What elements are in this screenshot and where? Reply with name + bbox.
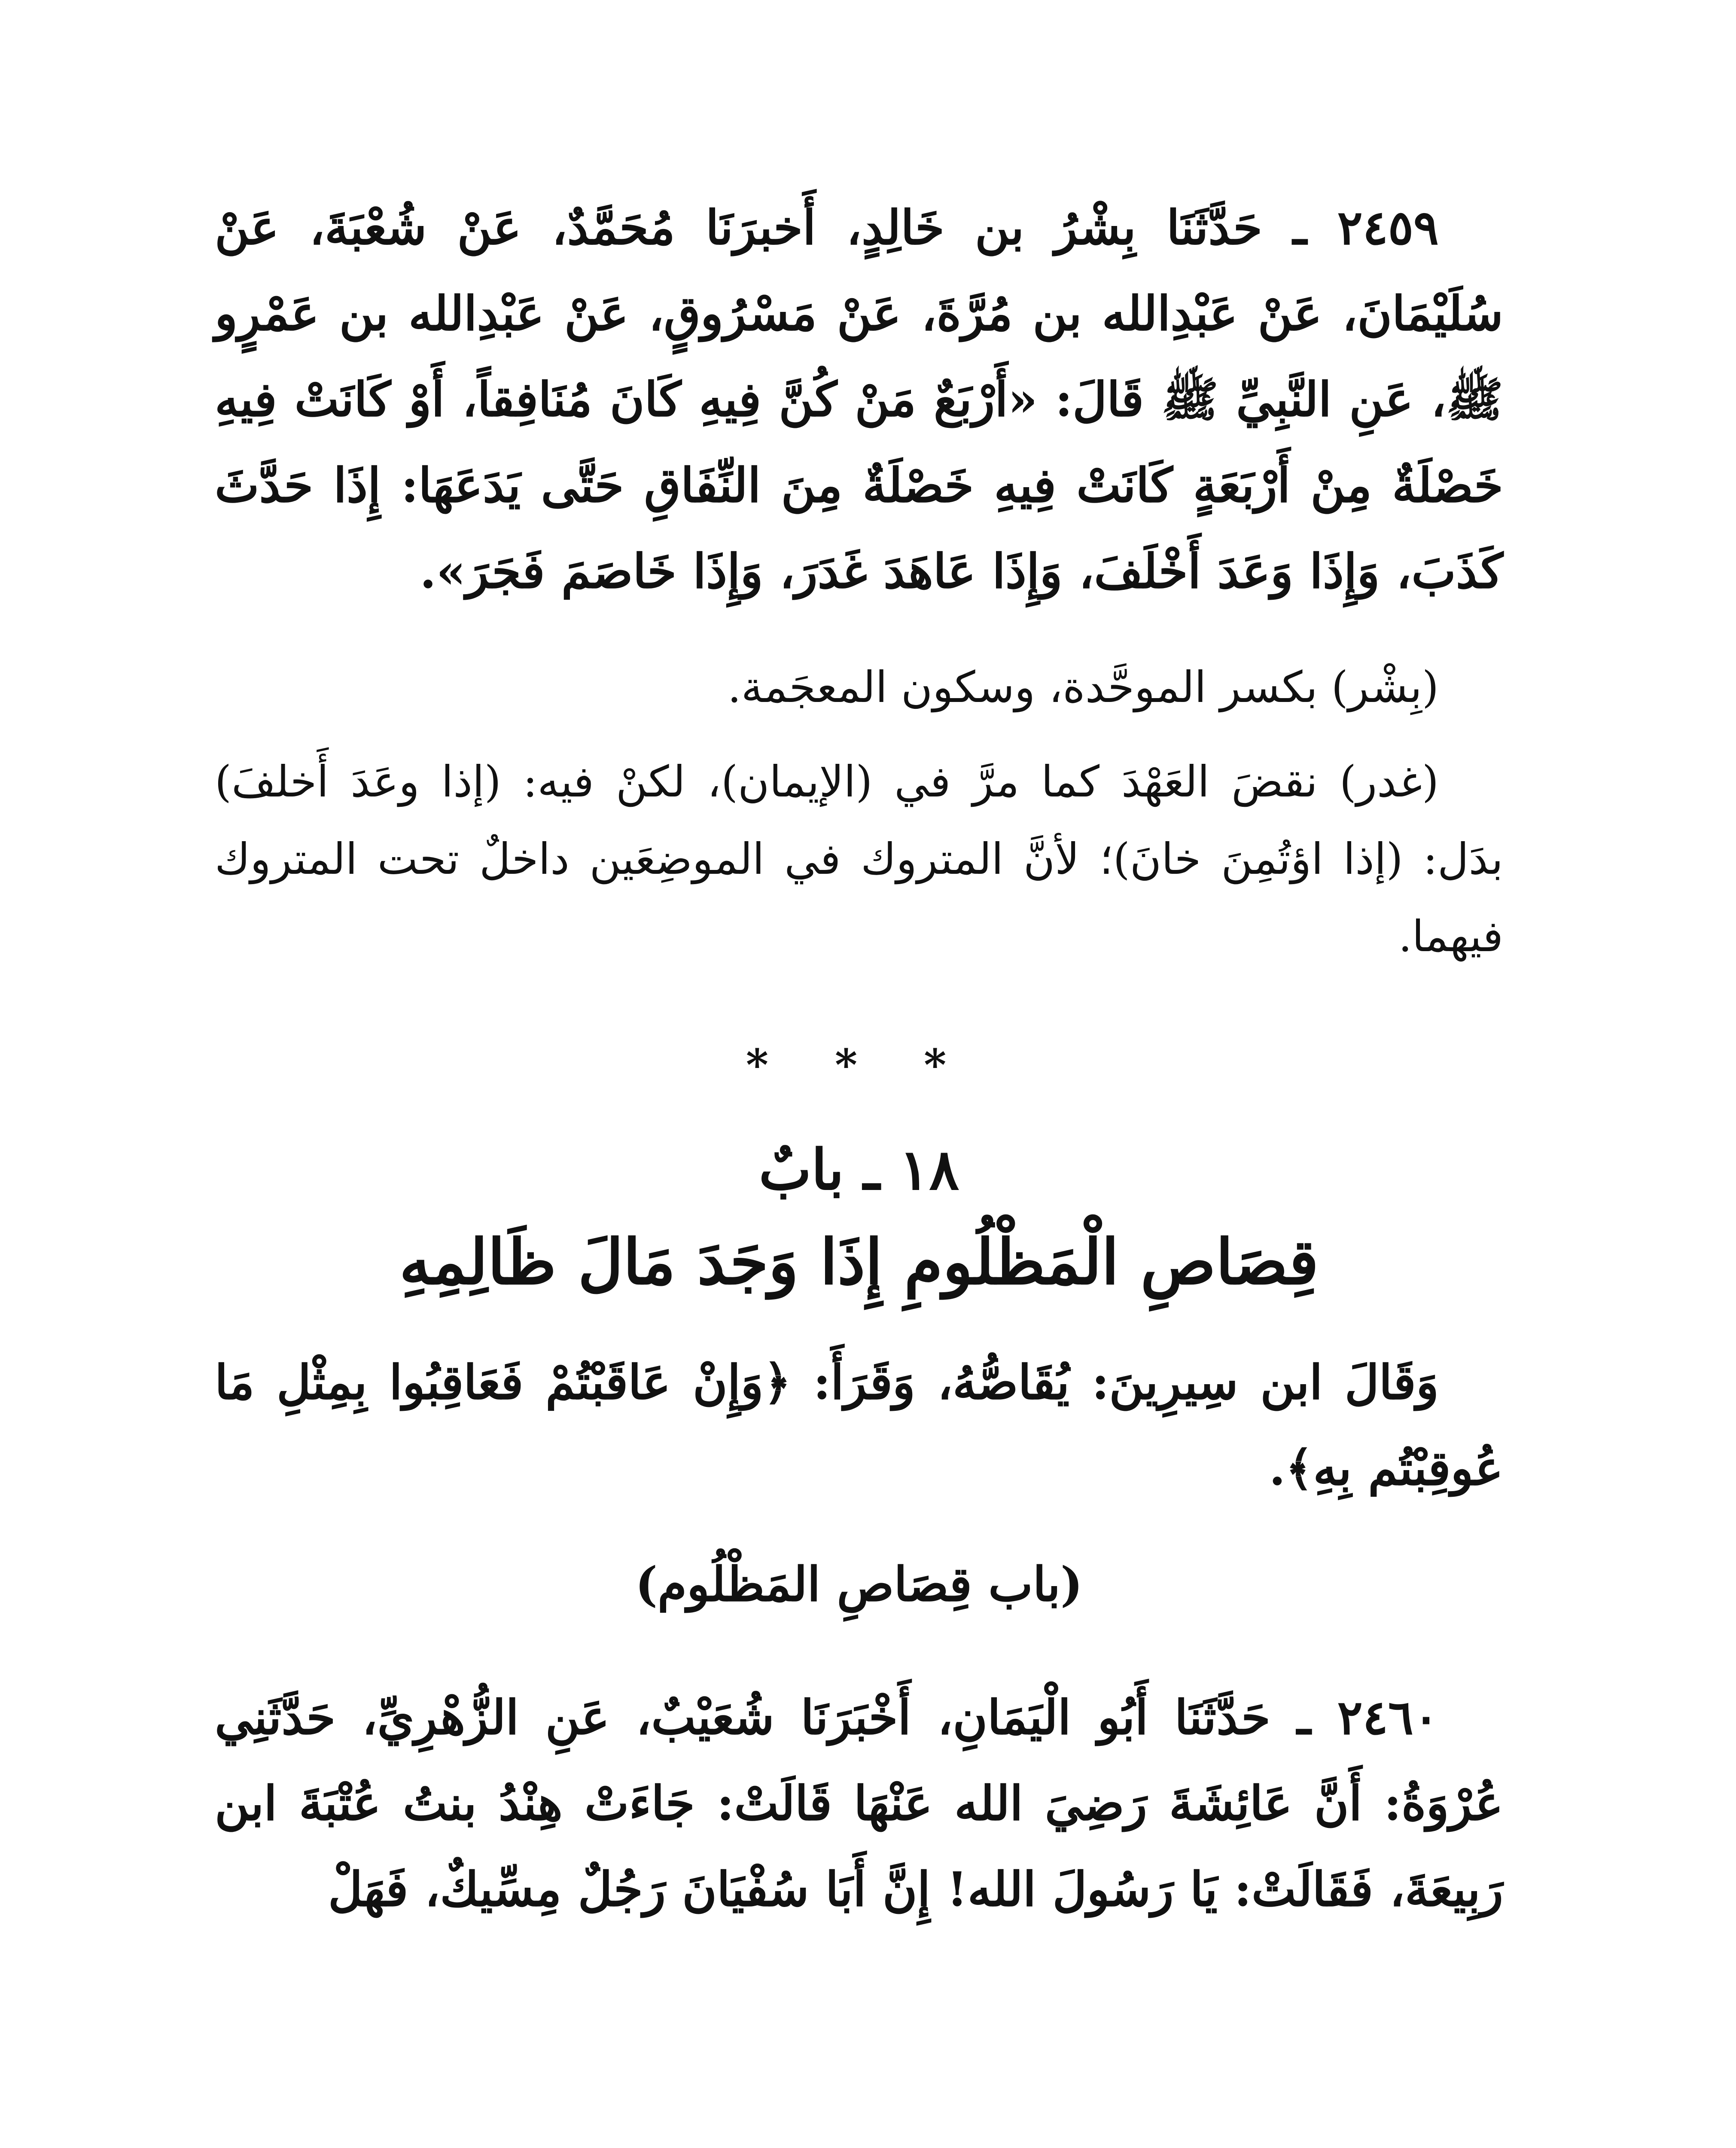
hadith-2460: ٢٤٦٠ ـ حَدَّثَنَا أَبُو الْيَمَانِ، أَخْبَرَنَا شُعَيْبٌ، عَنِ الزُّهْرِيِّ، حَدَّثَنِي عُرْوَةُ: أَنَّ عَائِشَةَ رَضِيَ الله عَنْهَا قَالَتْ: جَاءَتْ هِنْدُ بنتُ عُتْبَةَ ابن رَبِيعَةَ، فَقَالَتْ: يَا رَسُولَ الله! إِنَّ أَبَا سُفْيَانَ رَجُلٌ مِسِّيكٌ، فَهَلْ (215, 1690, 1503, 1917)
document-page (215, 185, 1503, 2148)
section-separator: * * * (746, 1040, 972, 1090)
ibn-sirin-quote: وَقَالَ ابن سِيرِينَ: يُقَاصُّهُ، وَقَرَأَ: ﴿وَإِنْ عَاقَبْتُمْ فَعَاقِبُوا بِمِثْلِ مَا عُوقِبْتُم بِهِ﴾. (215, 1355, 1503, 1496)
hadith-2459: ٢٤٥٩ ـ حَدَّثَنَا بِشْرُ بن خَالِدٍ، أَخبرَنَا مُحَمَّدٌ، عَنْ شُعْبَةَ، عَنْ سُلَيْمَانَ، عَنْ عَبْدِالله بن مُرَّةَ، عَنْ مَسْرُوقٍ، عَنْ عَبْدِالله بن عَمْرٍو ﷺ، عَنِ النَّبِيِّ ﷺ قَالَ: «أَرْبَعٌ مَنْ كُنَّ فِيهِ كَانَ مُنَافِقاً، أَوْ كَانَتْ فِيهِ خَصْلَةٌ مِنْ أَرْبَعَةٍ كَانَتْ فِيهِ خَصْلَةٌ مِنَ النِّفَاقِ حَتَّى يَدَعَهَا: إِذَا حَدَّثَ كَذَبَ، وَإِذَا وَعَدَ أَخْلَفَ، وَإِذَا عَاهَدَ غَدَرَ، وَإِذَا خَاصَمَ فَجَرَ». (215, 200, 1503, 599)
sub-heading: (باب قِصَاصِ المَظْلُوم) (635, 1556, 1083, 1612)
chapter-title: قِصَاصِ الْمَظْلُومِ إِذَا وَجَدَ مَالَ ظَالِمِهِ (399, 1226, 1319, 1299)
note-bishr: (بِشْر) بكسر الموحَّدة، وسكون المعجَمة. (727, 662, 1439, 712)
note-ghadar: (غدر) نقضَ العَهْدَ كما مرَّ في (الإيمان)، لكنْ فيه: (إذا وعَدَ أَخلفَ) بدَل: (إذا اؤتُمِنَ خانَ)؛ لأنَّ المتروك في الموضِعَين داخلٌ تحت المتروك فيهما. (215, 757, 1503, 961)
chapter-number: ١٨ ـ بابٌ (758, 1137, 959, 1202)
